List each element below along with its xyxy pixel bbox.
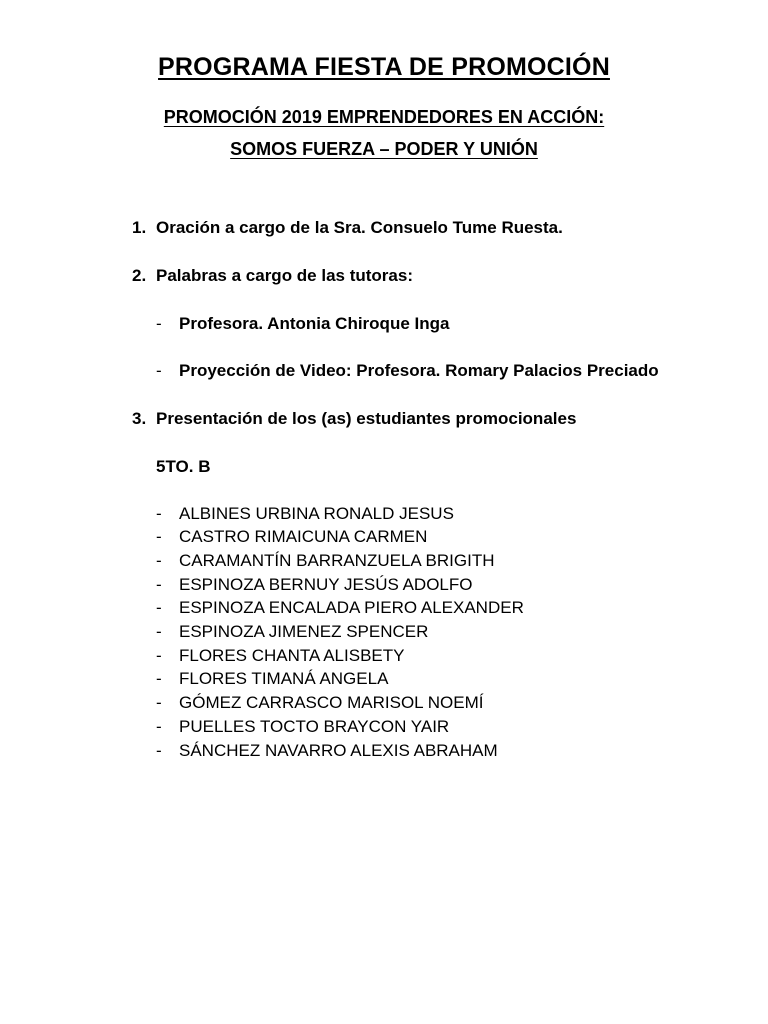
item-number: 3.: [132, 409, 147, 428]
dash-marker: -: [156, 598, 162, 617]
dash-marker: -: [156, 741, 162, 760]
student-name: ESPINOZA BERNUY JESÚS ADOLFO: [179, 575, 473, 594]
class-section-label: 5TO. B: [156, 457, 211, 476]
student-list-item: [156, 741, 498, 761]
student-name: ESPINOZA ENCALADA PIERO ALEXANDER: [179, 598, 524, 617]
student-name: ALBINES URBINA RONALD JESUS: [179, 504, 454, 523]
tutor-item-1: [156, 314, 449, 334]
item-text: Oración a cargo de la Sra. Consuelo Tume Ruesta.: [156, 218, 563, 237]
student-name: ESPINOZA JIMENEZ SPENCER: [179, 622, 429, 641]
dash-marker: -: [156, 551, 162, 570]
student-list-item: [156, 551, 495, 571]
dash-marker: -: [156, 504, 162, 523]
student-list-item: [156, 504, 454, 524]
student-list-item: [156, 622, 428, 642]
document-subtitle-line2: SOMOS FUERZA – PODER Y UNIÓN: [230, 139, 538, 159]
student-list-item: [156, 527, 427, 547]
dash-marker: -: [156, 693, 162, 712]
item-text: Presentación de los (as) estudiantes promocionales: [156, 409, 577, 428]
student-name: PUELLES TOCTO BRAYCON YAIR: [179, 717, 450, 736]
student-name: FLORES CHANTA ALISBETY: [179, 646, 405, 665]
dash-marker: -: [156, 575, 162, 594]
document-title: PROGRAMA FIESTA DE PROMOCIÓN: [158, 53, 610, 81]
student-list-item: [156, 575, 473, 595]
item-number: 1.: [132, 218, 147, 237]
student-list-item: [156, 669, 388, 689]
student-name: CASTRO RIMAICUNA CARMEN: [179, 527, 428, 546]
dash-marker: -: [156, 717, 162, 736]
student-name: CARAMANTÍN BARRANZUELA BRIGITH: [179, 551, 495, 570]
tutor-item-2: [156, 361, 659, 381]
student-name: FLORES TIMANÁ ANGELA: [179, 669, 389, 688]
dash-marker: -: [156, 669, 162, 688]
dash-marker: -: [156, 527, 162, 546]
dash-marker: -: [156, 361, 162, 380]
student-list-item: [156, 693, 483, 713]
dash-marker: -: [156, 314, 162, 333]
item-text: Palabras a cargo de las tutoras:: [156, 266, 413, 285]
program-item-1: [132, 218, 563, 238]
dash-marker: -: [156, 646, 162, 665]
dash-marker: -: [156, 622, 162, 641]
student-name: SÁNCHEZ NAVARRO ALEXIS ABRAHAM: [179, 741, 498, 760]
program-item-3: [132, 409, 576, 429]
program-item-2: [132, 266, 413, 286]
document-subtitle-line1: PROMOCIÓN 2019 EMPRENDEDORES EN ACCIÓN:: [163, 107, 605, 127]
student-name: GÓMEZ CARRASCO MARISOL NOEMÍ: [179, 693, 484, 712]
tutor-text: Proyección de Video: Profesora. Romary Palacios Preciado: [179, 361, 659, 380]
student-list-item: [156, 598, 524, 618]
tutor-text: Profesora. Antonia Chiroque Inga: [179, 314, 450, 333]
item-number: 2.: [132, 266, 147, 285]
student-list-item: [156, 646, 404, 666]
student-list-item: [156, 717, 449, 737]
